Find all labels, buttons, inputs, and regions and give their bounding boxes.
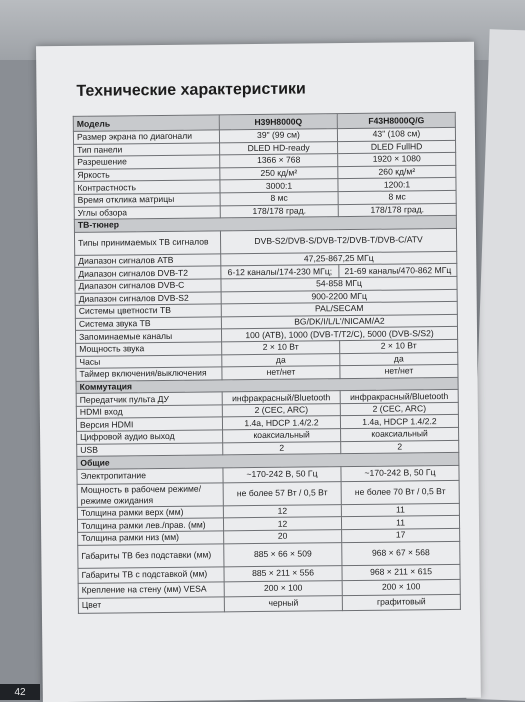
spec-label: Электропитание [77, 468, 223, 485]
spec-table [73, 112, 461, 614]
spec-label: Мощность звука [76, 342, 222, 356]
spec-label: Толщина рамки верх (мм) [77, 506, 223, 520]
spec-value-model-a: 885 × 66 × 509 [224, 542, 342, 566]
spec-label: Толщина рамки лев./прав. (мм) [77, 518, 223, 532]
spec-label: Диапазон сигналов DVB-C [75, 279, 221, 293]
spec-label: Запоминаемые каналы [75, 329, 221, 343]
spec-value-model-a: 178/178 град. [220, 204, 338, 218]
spec-label: Версия HDMI [76, 417, 222, 431]
spec-value-model-a: нет/нет [222, 366, 340, 380]
spec-value-model-a: не более 57 Вт / 0,5 Вт [223, 481, 341, 505]
spec-label: Размер экрана по диагонали [73, 130, 219, 144]
spec-label [77, 483, 223, 508]
spec-value-model-a: 885 × 211 × 556 [224, 565, 342, 581]
spec-value-shared: 100 (АТВ), 1000 (DVB-T/T2/C), 5000 (DVB-S/S2) [221, 327, 457, 342]
spec-label-line: режиме ожидания [80, 494, 154, 506]
spec-value-model-b: DLED FullHD [338, 140, 456, 154]
spec-value-model-b: графитовый [342, 594, 460, 610]
spec-label: Цифровой аудио выход [77, 430, 223, 444]
spec-value-model-b: 8 мс [338, 190, 456, 204]
section-title: Общие [77, 453, 459, 470]
spec-label: Таймер включения/выключения [76, 367, 222, 381]
spec-value-model-a: 250 кд/м² [220, 166, 338, 180]
spec-value-model-a: 8 мс [220, 192, 338, 206]
spec-value-model-b: 17 [342, 528, 460, 542]
spec-label: Диапазон сигналов DVB-T2 [75, 266, 221, 280]
spec-value-model-a: DLED HD-ready [220, 141, 338, 155]
spec-label: Передатчик пульта ДУ [76, 392, 222, 406]
spec-value-shared: 900-2200 МГц [221, 289, 457, 304]
spec-value-model-a: ~170-242 В, 50 Гц [223, 466, 341, 482]
spec-label: Габариты ТВ с подставкой (мм) [78, 566, 224, 583]
spec-value-model-b: 21-69 каналы/470-862 МГц [339, 264, 457, 278]
spec-value-model-b: 178/178 град. [338, 203, 456, 217]
spec-value-model-b: 200 × 100 [342, 579, 460, 595]
spec-label: Контрастность [74, 180, 220, 194]
spec-value-model-b: 968 × 211 × 615 [342, 564, 460, 580]
spec-value-model-a: 12 [223, 504, 341, 518]
spec-label: Диапазон сигналов АТВ [75, 254, 221, 268]
spec-row [78, 594, 460, 613]
header-model-b: F43H8000Q/G [337, 112, 455, 128]
spec-value-model-b: 43" (108 см) [337, 127, 455, 141]
spec-label: Разрешение [74, 155, 220, 169]
spec-value-model-b: нет/нет [340, 364, 458, 378]
header-label: Модель [73, 115, 219, 132]
manual-page [36, 42, 481, 702]
spec-value-model-a: 1.4a, HDCP 1.4/2.2 [222, 416, 340, 430]
spec-value-model-b: коаксиальный [341, 427, 459, 441]
spec-label: Толщина рамки низ (мм) [78, 531, 224, 545]
spec-value-model-a: 39" (99 см) [219, 129, 337, 143]
spec-label: Габариты ТВ без подставки (мм) [78, 543, 224, 568]
spec-value-shared: 47,25-867,25 МГц [221, 251, 457, 266]
spec-value-model-b: 1200:1 [338, 178, 456, 192]
spec-value-model-a: черный [224, 595, 342, 611]
spec-value-model-a: 3000:1 [220, 179, 338, 193]
spec-value-model-a: коаксиальный [223, 429, 341, 443]
spec-value-model-b: 2 × 10 Вт [340, 339, 458, 353]
spec-value-shared: PAL/SECAM [221, 302, 457, 317]
spec-value-model-b: 1.4a, HDCP 1.4/2.2 [340, 415, 458, 429]
spec-label: Типы принимаемых ТВ сигналов [74, 231, 220, 256]
spec-value-model-b: инфракрасный/Bluetooth [340, 390, 458, 404]
spec-value-model-b: да [340, 352, 458, 366]
section-title: Коммутация [76, 377, 458, 394]
spec-label: Яркость [74, 168, 220, 182]
spec-label: HDMI вход [76, 405, 222, 419]
spec-value-model-a: 12 [223, 517, 341, 531]
spec-value-model-a: 20 [224, 530, 342, 544]
spec-label: Часы [76, 354, 222, 368]
spec-label-line: Мощность в рабочем режиме/ [80, 483, 202, 495]
page-number: 42 [0, 684, 40, 700]
spec-label: Углы обзора [74, 205, 220, 219]
spec-value-model-a: 2 (CEC, ARC) [222, 404, 340, 418]
spec-value-shared: DVB-S2/DVB-S/DVB-T2/DVB-T/DVB-C/ATV [220, 228, 456, 253]
spec-value-model-a: 200 × 100 [224, 580, 342, 596]
spec-label: Крепление на стену (мм) VESA [78, 581, 224, 598]
spec-value-model-b: 260 кд/м² [338, 165, 456, 179]
spec-value-model-b: ~170-242 В, 50 Гц [341, 465, 459, 481]
spec-value-model-b: 2 [341, 440, 459, 454]
page-title: Технические характеристики [76, 80, 306, 100]
spec-value-model-a: 2 × 10 Вт [222, 341, 340, 355]
spec-label: Системы цветности ТВ [75, 304, 221, 318]
spec-value-model-a: да [222, 353, 340, 367]
spec-value-model-b: не более 70 Вт / 0,5 Вт [341, 480, 459, 504]
spec-value-model-a: 1366 × 768 [220, 154, 338, 168]
spec-value-model-b: 2 (CEC, ARC) [340, 402, 458, 416]
section-title: ТВ-тюнер [74, 216, 456, 233]
spec-value-model-a: 6-12 каналы/174-230 МГц; [221, 265, 339, 279]
spec-label: Время отклика матрицы [74, 193, 220, 207]
spec-value-model-a: инфракрасный/Bluetooth [222, 391, 340, 405]
spec-value-model-b: 1920 × 1080 [338, 153, 456, 167]
spec-label: Тип панели [74, 142, 220, 156]
spec-value-model-b: 968 × 67 × 568 [342, 541, 460, 565]
spec-label: USB [77, 443, 223, 457]
spec-value-model-b: 11 [341, 516, 459, 530]
spec-value-shared: 54-858 МГц [221, 276, 457, 291]
spec-label: Диапазон сигналов DVB-S2 [75, 291, 221, 305]
spec-label: Система звука ТВ [75, 317, 221, 331]
spec-value-shared: BG/DK/I/L/L'/NICAM/A2 [221, 314, 457, 329]
spec-value-model-b: 11 [341, 503, 459, 517]
header-model-a: H39H8000Q [219, 114, 337, 130]
spec-value-model-a: 2 [223, 441, 341, 455]
spec-label: Цвет [78, 596, 224, 613]
